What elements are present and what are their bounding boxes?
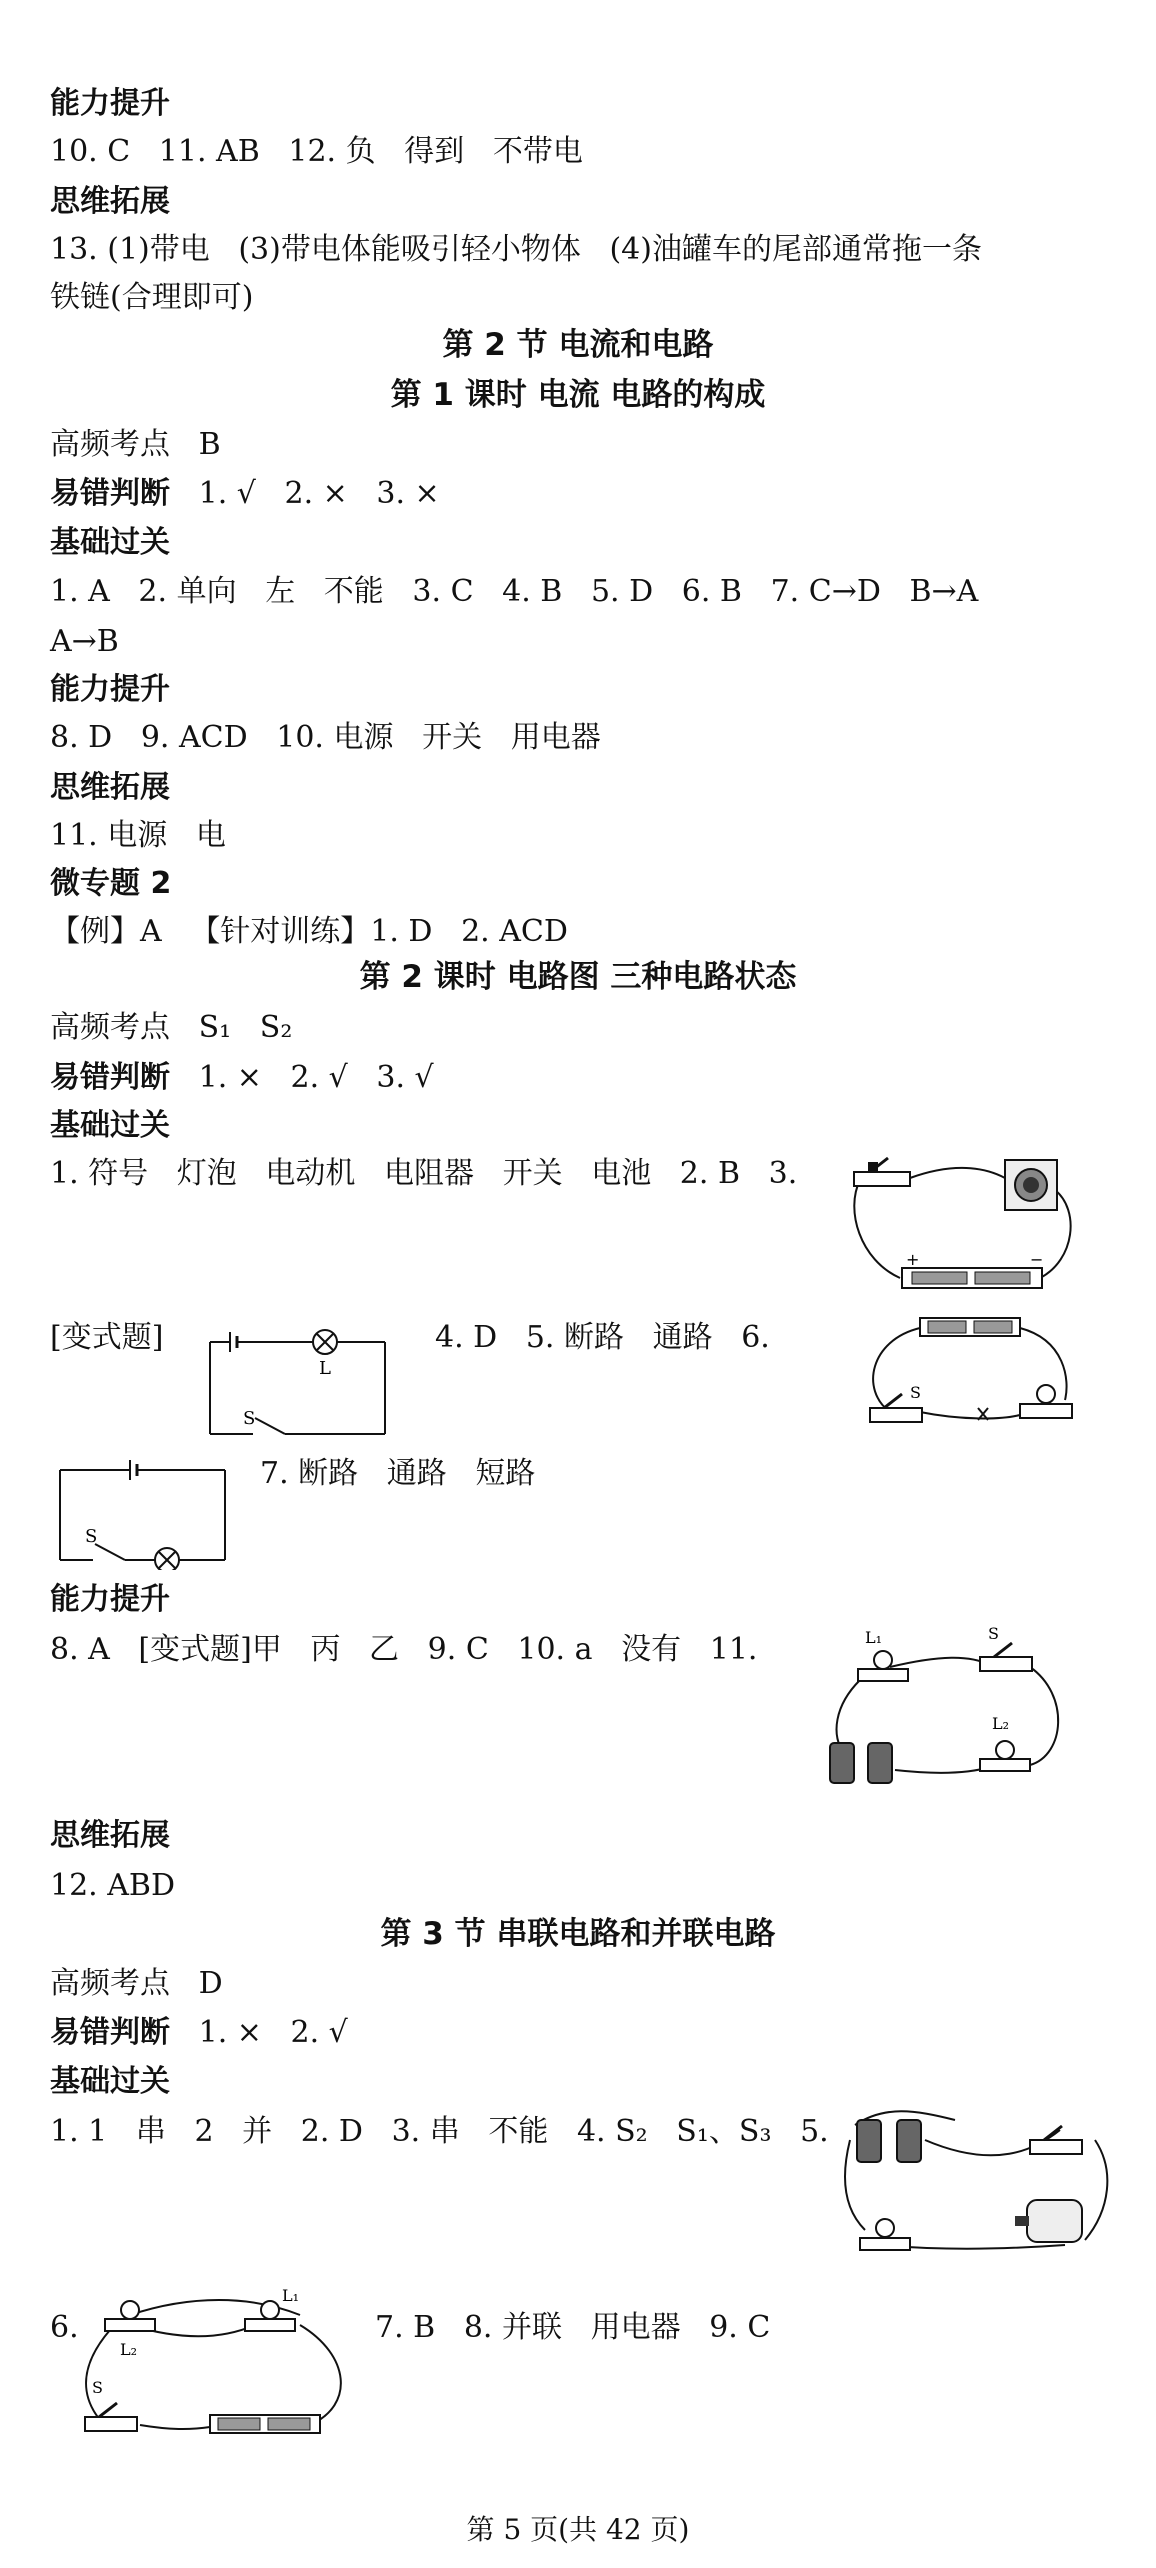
answer-line: 【例】A 【针对训练】1. D 2. ACD xyxy=(50,914,568,949)
lamp1-label: L₁ xyxy=(282,2286,300,2305)
section-heading: 基础过关 xyxy=(50,525,170,560)
section-heading: 思维拓展 xyxy=(50,1818,170,1853)
circuit-diagram-q7 xyxy=(55,1450,235,1570)
answer-line: 10. C 11. AB 12. 负 得到 不带电 xyxy=(50,134,583,169)
minus-label: − xyxy=(1030,1250,1044,1269)
answer-line: 1. 符号 灯泡 电动机 电阻器 开关 电池 2. B 3. xyxy=(50,1156,798,1191)
answer-line: 4. D 5. 断路 通路 6. xyxy=(435,1320,770,1355)
lamp2-label: L₂ xyxy=(992,1714,1010,1733)
switch-label: S xyxy=(910,1383,921,1402)
answer-line: 13. (1)带电 (3)带电体能吸引轻小物体 (4)油罐车的尾部通常拖一条 xyxy=(50,232,982,267)
answer-line xyxy=(50,472,440,516)
answer-line: 12. ABD xyxy=(50,1868,176,1903)
lamp2-label: L₂ xyxy=(120,2340,138,2359)
answer-line: 1. 1 串 2 并 2. D 3. 串 不能 4. S₂ S₁、S₃ 5. xyxy=(50,2114,829,2149)
answer-line: A→B xyxy=(50,624,119,659)
lesson-title: 第 2 课时 电路图 三种电路状态 xyxy=(359,959,797,995)
answers: 1. × 2. √ 3. √ xyxy=(198,1060,434,1095)
lamp-label: L xyxy=(319,1358,331,1379)
answer-line: 7. 断路 通路 短路 xyxy=(260,1456,536,1491)
section-heading: 思维拓展 xyxy=(50,184,170,219)
answer-line: 高频考点 B xyxy=(50,427,221,462)
section-title: 第 3 节 串联电路和并联电路 xyxy=(380,1916,776,1952)
circuit-diagram-variant xyxy=(205,1322,395,1442)
answer-line xyxy=(50,2011,348,2055)
answer-line: [变式题] xyxy=(50,1320,164,1355)
label: 易错判断 xyxy=(50,1060,170,1095)
section-heading: 能力提升 xyxy=(50,86,170,121)
answer-line: 6. xyxy=(50,2310,79,2345)
lamp1-label: L₁ xyxy=(865,1628,883,1647)
answer-line: 高频考点 S₁ S₂ xyxy=(50,1010,293,1045)
switch-label: S xyxy=(988,1625,999,1643)
section-heading: 基础过关 xyxy=(50,2064,170,2099)
switch-label: S xyxy=(92,2378,103,2397)
answer-line: 8. A [变式题]甲 丙 乙 9. C 10. a 没有 11. xyxy=(50,1632,758,1667)
answer-line: 7. B 8. 并联 用电器 9. C xyxy=(375,2310,771,2345)
circuit-figure-q5 xyxy=(835,2100,1115,2260)
circuit-figure-q6-parallel xyxy=(70,2285,360,2440)
label: 易错判断 xyxy=(50,2015,170,2050)
section-heading: 能力提升 xyxy=(50,672,170,707)
label: 易错判断 xyxy=(50,476,170,511)
switch-label: S xyxy=(85,1526,98,1547)
section-title: 第 2 节 电流和电路 xyxy=(442,327,714,363)
answer-line: 高频考点 D xyxy=(50,1966,223,2001)
plus-label: + xyxy=(906,1250,920,1269)
answer-line xyxy=(50,1056,434,1100)
circuit-figure-q3 xyxy=(840,1150,1090,1310)
switch-label: S xyxy=(243,1408,256,1429)
page-footer: 第 5 页(共 42 页) xyxy=(466,2513,690,2546)
lesson-title: 第 1 课时 电流 电路的构成 xyxy=(390,377,766,413)
section-heading: 基础过关 xyxy=(50,1108,170,1143)
answer-line: 8. D 9. ACD 10. 电源 开关 用电器 xyxy=(50,720,601,755)
answers: 1. × 2. √ xyxy=(198,2015,348,2050)
circuit-figure-q11 xyxy=(820,1625,1080,1795)
answers: 1. √ 2. × 3. × xyxy=(198,476,440,511)
answer-line: 11. 电源 电 xyxy=(50,818,226,853)
answer-line: 1. A 2. 单向 左 不能 3. C 4. B 5. D 6. B 7. C→D B→A xyxy=(50,574,979,609)
circuit-figure-q6 xyxy=(850,1300,1090,1440)
answer-line: 铁链(合理即可) xyxy=(50,280,254,315)
section-heading: 能力提升 xyxy=(50,1582,170,1617)
section-heading: 思维拓展 xyxy=(50,770,170,805)
section-heading: 微专题 2 xyxy=(50,866,172,901)
